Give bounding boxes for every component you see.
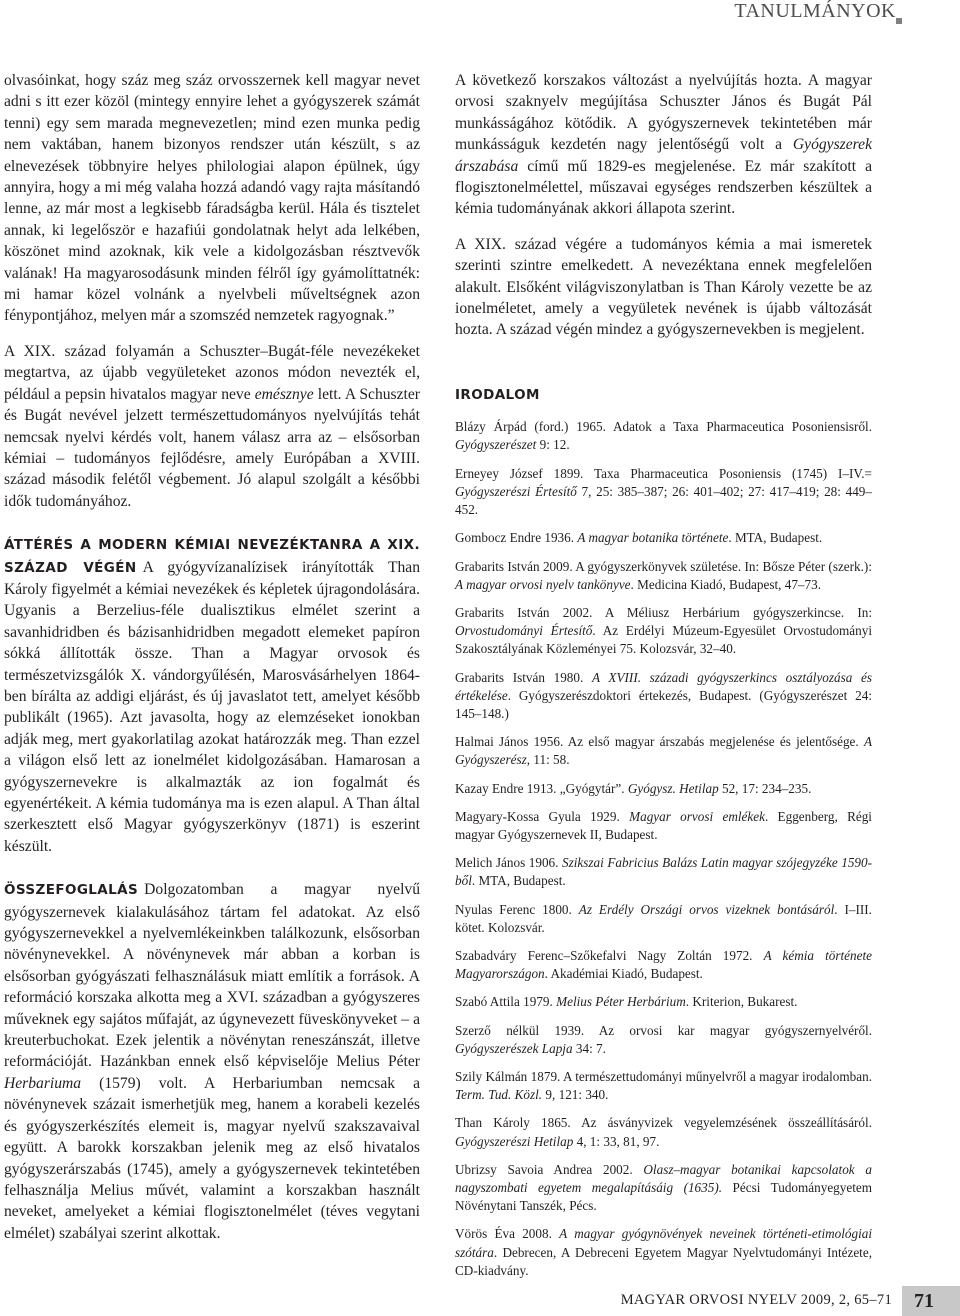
reference-item: Than Károly 1865. Az ásványvizek vegyelemzésének összeállításáról. Gyógyszerészi Hetilap 4, 1: 33, 81, 97. — [455, 1115, 872, 1149]
reference-item: Erneyey József 1899. Taxa Pharmaceutica Posoniensis (1745) I–IV.= Gyógyszerészi Értesítő 7, 25: 385–387; 26: 401–402; 27: 417–419; 28: 449–452. — [455, 465, 872, 518]
journal-citation: MAGYAR ORVOSI NYELV 2009, 2, 65–71 — [620, 1292, 892, 1308]
reference-item: Melich János 1906. Szikszai Fabricius Balázs Latin magyar szójegyzéke 1590-ből. MTA, Budapest. — [455, 855, 872, 889]
right-column — [455, 70, 872, 1290]
reference-item: Gombocz Endre 1936. A magyar botanika története. MTA, Budapest. — [455, 530, 823, 546]
reference-item: Grabarits István 2009. A gyógyszerkönyvek születése. In: Bősze Péter (szerk.): A magyar orvosi nyelv tankönyve. Medicina Kiadó, Budapest, 47–73. — [455, 558, 872, 592]
reference-item: Grabarits István 2002. A Méliusz Herbárium gyógyszerkincse. In: Orvostudományi Értesítő. Az Erdélyi Múzeum-Egyesület Orvostudományi Szakosztályának Közleményei 75. Kolozsvár, 32–40. — [455, 604, 872, 657]
reference-item: Szily Kálmán 1879. A természettudományi műnyelvről a magyar irodalomban. Term. Tud. Közl. 9, 121: 340. — [455, 1068, 872, 1103]
reference-list — [455, 418, 872, 1280]
paragraph: olvasóinkat, hogy száz meg száz orvosszernek kell magyar nevet adni s itt ezer közöl (mintegy ennyire lehet a gyógyszerek számát tenni) egy sem marada megnevezetlen; mind ezen munka pedig nem vaktában, hanem bizonyos rendszer után készült, s az elnevezések többnyire helyes philologiai alapon épülnek, úgy annyira, hogy a mi még valaha hozzá adandó vagy rajta másítandó lenne, az már most a legkisebb fáradságba kerül. Hála és tisztelet annak, ki legelőször e hazafiúi gondolatnak helyt ada lelkében, köszönet mind azoknak, kik vele a kidolgozásban résztvevők valának! Ha magyarosodásunk minden félről így gyámolíttatnék: mi hamar közel volnánk a nyelvbeli műveltségnek azon fénypontjához, melyen már a szomszéd nemzetek ragyognak.” — [4, 72, 420, 325]
reference-item: Vörös Éva 2008. A magyar gyógynövények neveinek történeti-etimológiai szótára. Debrecen, A Debreceni Egyetem Magyar Nyelvtudományi Intézete, CD-kiadvány. — [455, 1226, 873, 1278]
section-paragraph: ÁTTÉRÉS A MODERN KÉMIAI NEVEZÉKTANRA A XIX. SZÁZAD VÉGÉN A gyógyvízanalízisek irányították Than Károly figyelmét a kémiai nevezékek és képletek újragondolására. Ugyanis a Berzelius-féle dualisztikus elmélet szerint a savanhidridben és bázisanhidridben megadott elemeket papíron sókká állították össze. Than a Magyar orvosok és természetvizsgálók X. vándorgyűlésén, Marosvásárhelyen 1864-ben bírálta az addigi eljárást, és új javaslatot tett, amelyet később publikált (1965). Azt javasolta, hogy az elemzéseket ionokban adják meg, mert gyakorlatilag azokat határozzák meg. Than ezzel a világon első lett az ionelmélet kidolgozásában. Hamarosan a gyógyszernevekre is alkalmazták az ion fogalmát és egyenértékeit. A kémia tudománya ma is ezen alapul. A Than által szerkesztett első Magyar gyógyszerkönyv (1871) is eszerint készült. — [4, 537, 420, 855]
references-heading: IRODALOM — [455, 386, 540, 403]
section-heading: ÁTTÉRÉS A MODERN KÉMIAI NEVEZÉKTANRA A XIX. SZÁZAD VÉGÉN — [4, 537, 420, 576]
reference-item: Kazay Endre 1913. „Gyógytár”. Gyógysz. Hetilap 52, 17: 234–235. — [455, 780, 812, 796]
page-number: 71 — [902, 1286, 960, 1316]
reference-item: Szabadváry Ferenc–Szőkefalvi Nagy Zoltán 1972. A kémia története Magyarországon. Akadémiai Kiadó, Budapest. — [455, 947, 872, 982]
paragraph: A XIX. század végére a tudományos kémia a mai ismeretek szerinti szintre emelkedett. A nevezéktana ennek megfelelően alakult. Elsőként világviszonylatban is Than Károly vezette be az ionelméletet, amely a vegyületek nevének is újabb változását hozta. A század végén mindez a gyógyszernevekben is megjelent. — [455, 235, 872, 339]
reference-item: Szabó Attila 1979. Melius Péter Herbárium. Kriterion, Bukarest. — [455, 994, 798, 1010]
paragraph: A XIX. század folyamán a Schuszter–Bugát-féle nevezékeket megtartva, az újabb vegyületeket azonos módon nevezték el, például a pepsin hivatalos magyar neve emésznye lett. A Schuszter és Bugát nevével jelzett természettudományos nyelvújítás tehát nemcsak nyelvi kérdés volt, hanem válasz arra az – elsősorban kémiai – tudományos fejlődésre, amely Európában a XVIII. század második felétől végbement. Jó alapul szolgált a későbbi idők tudományához. — [4, 342, 420, 510]
reference-item: Magyary-Kossa Gyula 1929. Magyar orvosi emlékek. Eggenberg, Régi magyar Gyógyszernevek II, Budapest. — [455, 808, 872, 842]
reference-item: Grabarits István 1980. A XVIII. századi gyógyszerkincs osztályozása és értékelése. Gyógyszerészdoktori értekezés, Budapest. (Gyógyszerészet 24: 145–148.) — [455, 669, 872, 721]
section-heading: ÖSSZEFOGLALÁS — [4, 882, 139, 899]
header-marker — [896, 18, 902, 24]
left-column — [4, 70, 420, 1258]
paragraph: A következő korszakos változást a nyelvújítás hozta. A magyar orvosi szaknyelv megújítása Schuszter János és Bugát Pál munkásságához kötődik. A gyógyszernevek tekintetében már munkásságuk kezdetén nagy jelentőségű volt a Gyógyszerek árszabása című mű 1829-es megjelenése. Ez már szakított a flogisztonelmélettel, műszavai egységes rendszerben készültek a kémia tudományának akkori állapota szerint. — [455, 72, 872, 218]
section-paragraph: ÖSSZEFOGLALÁS Dolgozatomban a magyar nyelvű gyógyszernevek kialakulásához tártam fel adatokat. Az első gyógyszernevekkel a nyelvemlékeinkben találkozunk, elsősorban növénynevekkel. A növénynevek már abban a korban is elsősorban gyógyászati felhasználásuk miatt említik a források. A reformáció korszaka alkotta meg a XVI. században a gyógyszeres műveknek egy sajátos műfaját, az úgynevezett füveskönyveket – a kreuterbuchokat. Ezek jelentik a növénytan reneszánszát, illetve reformációját. Hazánkban ennek első képviselője Melius Péter Herbariuma (1579) volt. A Herbariumban nemcsak a növénynevek százait ismerhetjük meg, hanem a korabeli kezelés és gyógyszerkészítés elemeit is, magyar nyelvű szakszavaival együtt. A barokk korszakban jelenik meg az első hivatalos gyógyszerárszabás (1745), amely a gyógyszernevek tekintetében felhasználja Melius művét, valamint a korszakban használt neveket, amelyeket a kémiai flogisztonelmélet (téves vegytani elmélet) szabályai szerint alkottak. — [4, 881, 420, 1242]
reference-item: Ubrizsy Savoia Andrea 2002. Olasz–magyar botanikai kapcsolatok a nagyszombati egyetem megalapításáig (1635). Pécsi Tudományegyetem Növénytani Tanszék, Pécs. — [455, 1161, 872, 1214]
reference-item: Halmai János 1956. Az első magyar árszabás megjelenése és jelentősége. A Gyógyszerész, 11: 58. — [455, 734, 872, 768]
reference-item: Blázy Árpád (ford.) 1965. Adatok a Taxa Pharmaceutica Posoniensisről. Gyógyszerészet 9: 12. — [455, 419, 872, 453]
reference-item: Nyulas Ferenc 1800. Az Erdély Országi orvos vizeknek bontásáról. I–III. kötet. Kolozsvár. — [455, 901, 872, 935]
reference-item: Szerző nélkül 1939. Az orvosi kar magyar gyógyszernyelvéről. Gyógyszerészek Lapja 34: 7. — [455, 1022, 872, 1056]
section-header: TANULMÁNYOK — [734, 0, 896, 22]
page-footer — [621, 1286, 960, 1316]
